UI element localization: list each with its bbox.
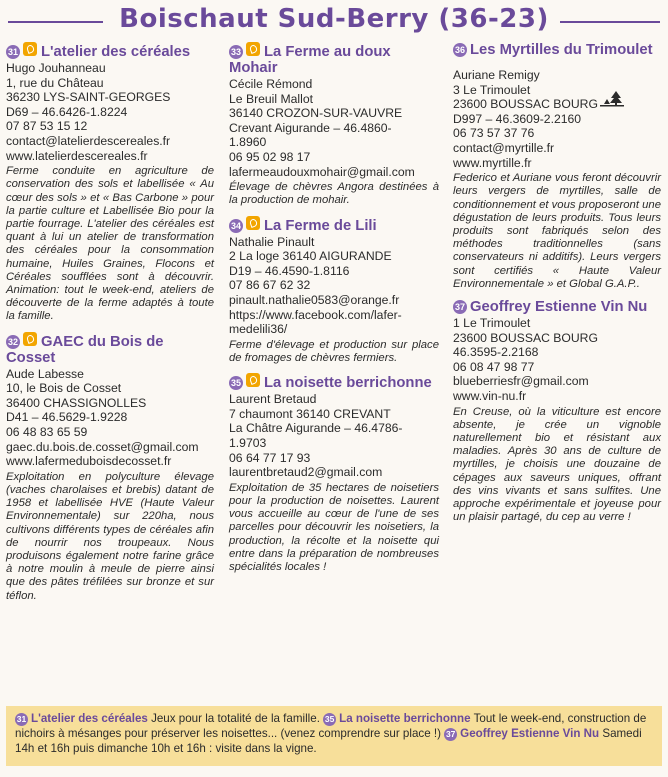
- phone-number: 07 87 53 15 12: [6, 119, 88, 134]
- entry-32: [6, 332, 214, 603]
- gps-coordinates: Crevant Aigurande – 46.4860-: [229, 120, 392, 135]
- organic-label-icon: [23, 42, 37, 56]
- phone-number: 06 95 02 98 17: [229, 149, 311, 164]
- entry-number-badge: 35: [230, 378, 241, 389]
- column-2: [229, 42, 439, 582]
- website-link[interactable]: www.lafermeduboisdecosset.fr: [6, 454, 172, 469]
- entry-title: [6, 332, 214, 366]
- entry-description: En Creuse, où la viticulture est encore absente, je crée un vignoble naturellement bio et résistant aux maladies. Après 30 ans de culture de myrtilles, je choisis une douzaine de cépages aux saveurs uniques, offrant des vins vivants et sans sulfites. Une approche expérimentale et joyeuse pour un plaisir partagé, du cep au verre !: [453, 405, 661, 524]
- entry-number-badge: 33: [230, 47, 241, 57]
- entry-31: [6, 42, 214, 324]
- contact-name: Hugo Jouhanneau: [6, 61, 106, 75]
- entry-number-badge: 36: [454, 45, 465, 55]
- website-link[interactable]: www.vin-nu.fr: [453, 388, 527, 403]
- website-link[interactable]: www.latelierdescereales.fr: [6, 148, 148, 163]
- website-link[interactable]: www.myrtille.fr: [453, 155, 532, 170]
- email-link[interactable]: pinault.nathalie0583@orange.fr: [229, 292, 400, 307]
- website-link-cont[interactable]: medelili36/: [229, 322, 288, 337]
- entry-description: Exploitation de 35 hectares de noisetiers pour la production de noisettes. Laurent vous accueille au cœur de l'une de ses parcelles pour découvrir les noisetiers, la production, la récolte et la noisette qui entre dans la préparation de nombreuses spécialités locales !: [229, 481, 439, 573]
- contact-name: Aude Labesse: [6, 366, 84, 381]
- address-line: 2 La loge 36140 AIGURANDE: [229, 249, 392, 264]
- page-title: Boischaut Sud-Berry (36-23): [119, 4, 549, 34]
- email-link[interactable]: blueberriesfr@gmail.com: [453, 374, 589, 389]
- address-city: 23600 BOUSSAC BOURG: [453, 330, 598, 345]
- gps-coordinates-cont: 1.9703: [229, 435, 267, 450]
- address-line: 7 chaumont 36140 CREVANT: [229, 406, 391, 421]
- gps-coordinates: 46.3595-2.2168: [453, 345, 539, 360]
- phone-number: 06 64 77 17 93: [229, 450, 311, 465]
- entry-title-text: La noisette berrichonne: [264, 375, 432, 392]
- animations-box: [6, 706, 662, 766]
- entry-title-text: Les Myrtilles du Trimoulet: [470, 42, 653, 58]
- entry-title: [229, 373, 439, 391]
- email-link[interactable]: lafermeaudouxmohair@gmail.com: [229, 164, 415, 179]
- email-link[interactable]: laurentbretaud2@gmail.com: [229, 465, 383, 480]
- address-line: 1, rue du Château: [6, 75, 104, 90]
- entry-title-text: La Ferme au doux Mohair: [229, 44, 391, 76]
- column-1: [6, 42, 214, 611]
- entry-number-badge: 32: [7, 336, 18, 347]
- gps-coordinates: D69 – 46.6426-1.8224: [6, 104, 128, 119]
- column-3: [453, 42, 661, 532]
- entry-title-text: GAEC du Bois de Cosset: [6, 333, 164, 366]
- animation-text: Samedi 14h et 16h puis dimanche 10h et 16h : visite dans la vigne.: [15, 727, 642, 755]
- address-line: 1 Le Trimoulet: [453, 315, 531, 330]
- organic-label-icon: [246, 216, 260, 230]
- email-link[interactable]: contact@myrtille.fr: [453, 140, 555, 155]
- entry-36: [453, 42, 661, 291]
- organic-label-icon: [246, 42, 260, 56]
- address-city: 36140 CROZON-SUR-VAUVRE: [229, 106, 403, 121]
- entry-33: [229, 42, 439, 208]
- email-link[interactable]: contact@latelierdescereales.fr: [6, 133, 171, 148]
- gps-coordinates: La Châtre Aigurande – 46.4786-: [229, 421, 403, 436]
- entry-number-badge: 34: [230, 220, 241, 231]
- contact-name: Laurent Bretaud: [229, 392, 317, 407]
- entry-title-text: La Ferme de Lili: [264, 217, 377, 234]
- entry-number-badge: 35: [324, 714, 335, 724]
- entry-35: [229, 373, 439, 574]
- address-line: Le Breuil Mallot: [229, 91, 313, 106]
- address-city: 36230 LYS-SAINT-GEORGES: [6, 90, 171, 105]
- entry-37: [453, 299, 661, 524]
- entry-description: Élevage de chèvres Angora destinées à la production de mohair.: [229, 181, 439, 207]
- animation-text: Jeux pour la totalité de la famille.: [147, 712, 324, 725]
- entry-number-badge: 31: [7, 47, 18, 57]
- entry-number-badge: 37: [445, 729, 456, 739]
- organic-label-icon: [23, 332, 37, 346]
- organic-label-icon: [246, 373, 260, 387]
- animation-farm-name: La noisette berrichonne: [339, 712, 471, 725]
- address-line: 3 Le Trimoulet: [453, 82, 531, 97]
- entry-number-badge: 37: [454, 301, 465, 312]
- phone-number: 06 48 83 65 59: [6, 424, 88, 439]
- entry-title: [453, 299, 661, 315]
- address-city: 36400 CHASSIGNOLLES: [6, 395, 147, 410]
- address-line: 10, le Bois de Cosset: [6, 381, 122, 396]
- phone-number: 06 08 47 98 77: [453, 359, 535, 374]
- contact-name: Auriane Remigy: [453, 68, 540, 82]
- entry-title: [453, 42, 661, 58]
- header-rule-right: [560, 21, 660, 23]
- gps-coordinates: D41 – 46.5629-1.9228: [6, 410, 128, 425]
- entry-description: Ferme conduite en agriculture de conservation des sols et labellisée « Au cœur des sols » et « Bas Carbone » pour la partie culture et Labellisée Bio pour la partie fourrage. L'atelier des céréales est quant à lui un atelier de transformation des céréales pour la consommation humaine, Huiles Graines, Flocons et Céréales soufflées sont à découvrir. Animation: tout le week-end, ateliers de découverte de la ferme adaptés à toute la famille.: [6, 165, 214, 323]
- phone-number: 06 73 57 37 76: [453, 126, 535, 141]
- phone-number: 07 86 67 62 32: [229, 278, 311, 293]
- gps-coordinates: D19 – 46.4590-1.8116: [229, 263, 350, 278]
- entry-description: Exploitation en polyculture élevage (vaches charolaises et brebis) datant de 1958 et labellisée HVE (Haute Valeur Environnementale) sur 220ha, nous cultivons différents types de céréales afin de nourrir nos troupeaux. Nous produisons également notre farine grâce à notre moulin à meule de pierre ainsi que des pâtes tréfilées sur bronze et sur téflon.: [6, 470, 214, 602]
- animation-text: Tout le week-end, construction de nichoirs à mésanges pour préserver les noisettes... (venez comprendre sur place !): [15, 712, 647, 740]
- entry-title: [229, 216, 439, 234]
- entry-title: [6, 42, 214, 60]
- entry-title: [229, 42, 439, 76]
- contact-name: Nathalie Pinault: [229, 234, 315, 249]
- website-link[interactable]: https://www.facebook.com/lafer-: [229, 307, 402, 322]
- gps-coordinates-cont: 1.8960: [229, 135, 267, 150]
- entry-description: Federico et Auriane vous feront découvrir leurs vergers de myrtilles, salle de conditionnement et vous proposeront une dégustation de leurs produits. Tous leurs produits sont fabriqués selon des méthodes traditionnelles (sans conservateurs ni additifs). Leurs vergers sont certifiés « Haute Valeur Environnementale » et Global G.A.P..: [453, 172, 661, 290]
- animation-farm-name: L'atelier des céréales: [31, 712, 148, 725]
- page-header: [0, 0, 668, 38]
- gps-coordinates: D997 – 46.3609-2.2160: [453, 111, 582, 126]
- entry-number-badge: 31: [16, 714, 27, 724]
- entry-title-text: L'atelier des céréales: [41, 44, 191, 60]
- tree-icon: [599, 90, 625, 108]
- entry-title-text: Geoffrey Estienne Vin Nu: [470, 298, 648, 315]
- address-city: 23600 BOUSSAC BOURG: [453, 97, 598, 112]
- entry-description: Ferme d'élevage et production sur place de fromages de chèvres fermiers.: [229, 338, 439, 364]
- email-link[interactable]: gaec.du.bois.de.cosset@gmail.com: [6, 439, 199, 454]
- entry-34: [229, 216, 439, 366]
- contact-name: Cécile Rémond: [229, 77, 313, 91]
- animation-farm-name: Geoffrey Estienne Vin Nu: [460, 727, 600, 740]
